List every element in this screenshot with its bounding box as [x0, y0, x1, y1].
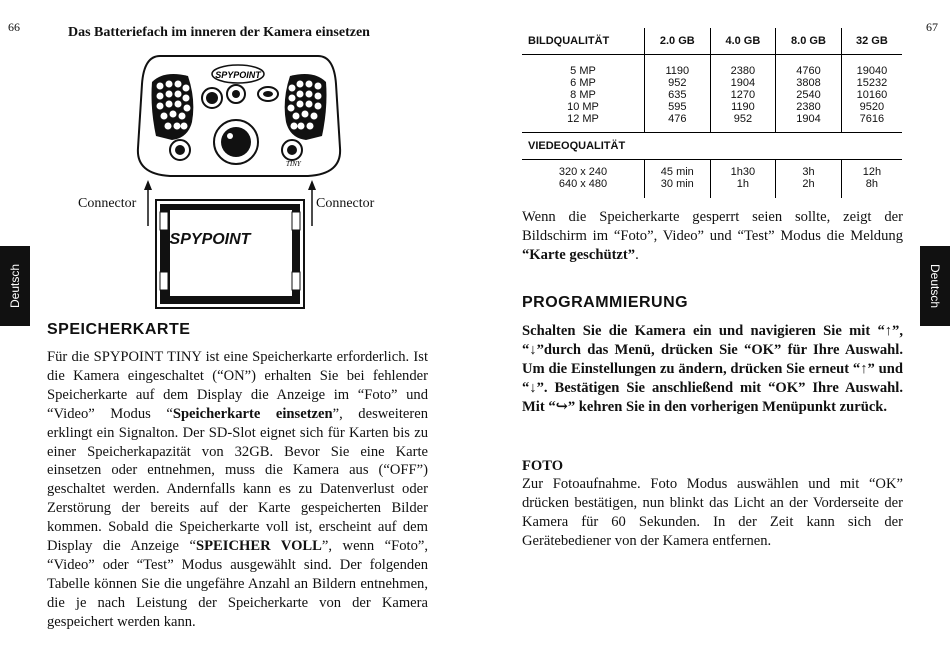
foto-paragraph: Zur Fotoaufnahme. Foto Modus auswählen und mit “OK” drücken bestätigen, nun blinkt das Licht an der Vorderseite der Kamera für 60 Sekunden. In der Zeit kann sich der Gerätebediener von der Kamera entfernen.	[522, 476, 903, 549]
speicherkarte-heading: SPEICHERKARTE	[47, 321, 191, 338]
side-tab-right-label: Deutsch	[928, 263, 942, 309]
camera-illustration	[60, 44, 420, 312]
camera-model-label: TINY	[286, 160, 301, 168]
programmierung-paragraph: Schalten Sie die Kamera ein und navigieren Sie mit “↑”, “↓”durch das Menü, drücken Sie “OK” für Ihre Auswahl. Um die Einstellungen zu ändern, drücken Sie erneut “↑” und “↓”. Bestätigen Sie anschließend mit “OK” Ihre Auswahl. Mit “↪” kehren Sie in den vorherigen Menüpunkt zurück.	[522, 323, 903, 415]
table-header-row: BILDQUALITÄT 2.0 GB 4.0 GB 8.0 GB 32 GB	[522, 28, 902, 55]
table-row: 6 MP 952 1904 3808 15232	[522, 77, 902, 89]
page-number-left: 66	[8, 20, 20, 34]
table-row: 5 MP 1190 2380 4760 19040	[522, 65, 902, 77]
programmierung-heading: PROGRAMMIERUNG	[522, 294, 689, 311]
table-row: 640 x 480 30 min 1h 2h 8h	[522, 178, 902, 190]
table-row: 12 MP 476 952 1904 7616	[522, 113, 902, 125]
table-video-header-row: VIEDEOQUALITÄT	[522, 133, 902, 160]
table-row: 8 MP 635 1270 2540 10160	[522, 89, 902, 101]
side-tab-right	[920, 246, 950, 326]
figure-caption: Das Batteriefach im inneren der Kamera einsetzen	[68, 25, 370, 40]
side-tab-left-label: Deutsch	[8, 263, 22, 309]
capacity-table	[522, 28, 902, 198]
connector-label-left: Connector	[78, 196, 137, 211]
connector-label-right: Connector	[316, 196, 375, 211]
locked-card-paragraph: Wenn die Speicherkarte gesperrt seien sollte, zeigt der Bildschirm im “Foto”, Video” und “Test” Modus die Meldung “Karte geschützt”.	[522, 209, 903, 263]
speicherkarte-paragraph: Für die SPYPOINT TINY ist eine Speicherkarte erforderlich. Ist die Kamera eingeschaltet (“ON”) erhalten Sie bei fehlender Speicherkarte auf dem Display die Anzeige im “Foto” und “Video” Modus “Speicherkarte einsetzen”, desweiteren erklingt ein Signalton. Der SD-Slot eignet sich für Karten bis zu einer Speicherkapazität von 32GB. Bevor Sie eine Karte einsetzen oder entnehmen, muss die Kamera aus (“OFF”) geschaltet werden. Andernfalls kann es zu Datenverlust oder Zerstörung der bereits auf der Karte gespeicherten Bilder kommen. Sobald die Speicherkarte voll ist, erscheint auf dem Display die Anzeige “SPEICHER VOLL”, wenn “Foto”, “Video” oder “Test” Modus ausgewählt sind. Der folgenden Tabelle können Sie die ungefähre Anzahl an Bildern entnehmen, die je nach Leistung der Speicherkarte von der Kamera gespeichert werden kann.	[47, 349, 428, 630]
foto-heading: FOTO	[522, 458, 564, 474]
side-tab-left	[0, 246, 30, 326]
table-row: 320 x 240 45 min 1h30 3h 12h	[522, 166, 902, 178]
camera-logo-top: SPYPOINT	[215, 70, 261, 80]
page-number-right: 67	[926, 20, 938, 34]
screen-logo: SPYPOINT	[169, 231, 251, 248]
table-row: 10 MP 595 1190 2380 9520	[522, 101, 902, 113]
